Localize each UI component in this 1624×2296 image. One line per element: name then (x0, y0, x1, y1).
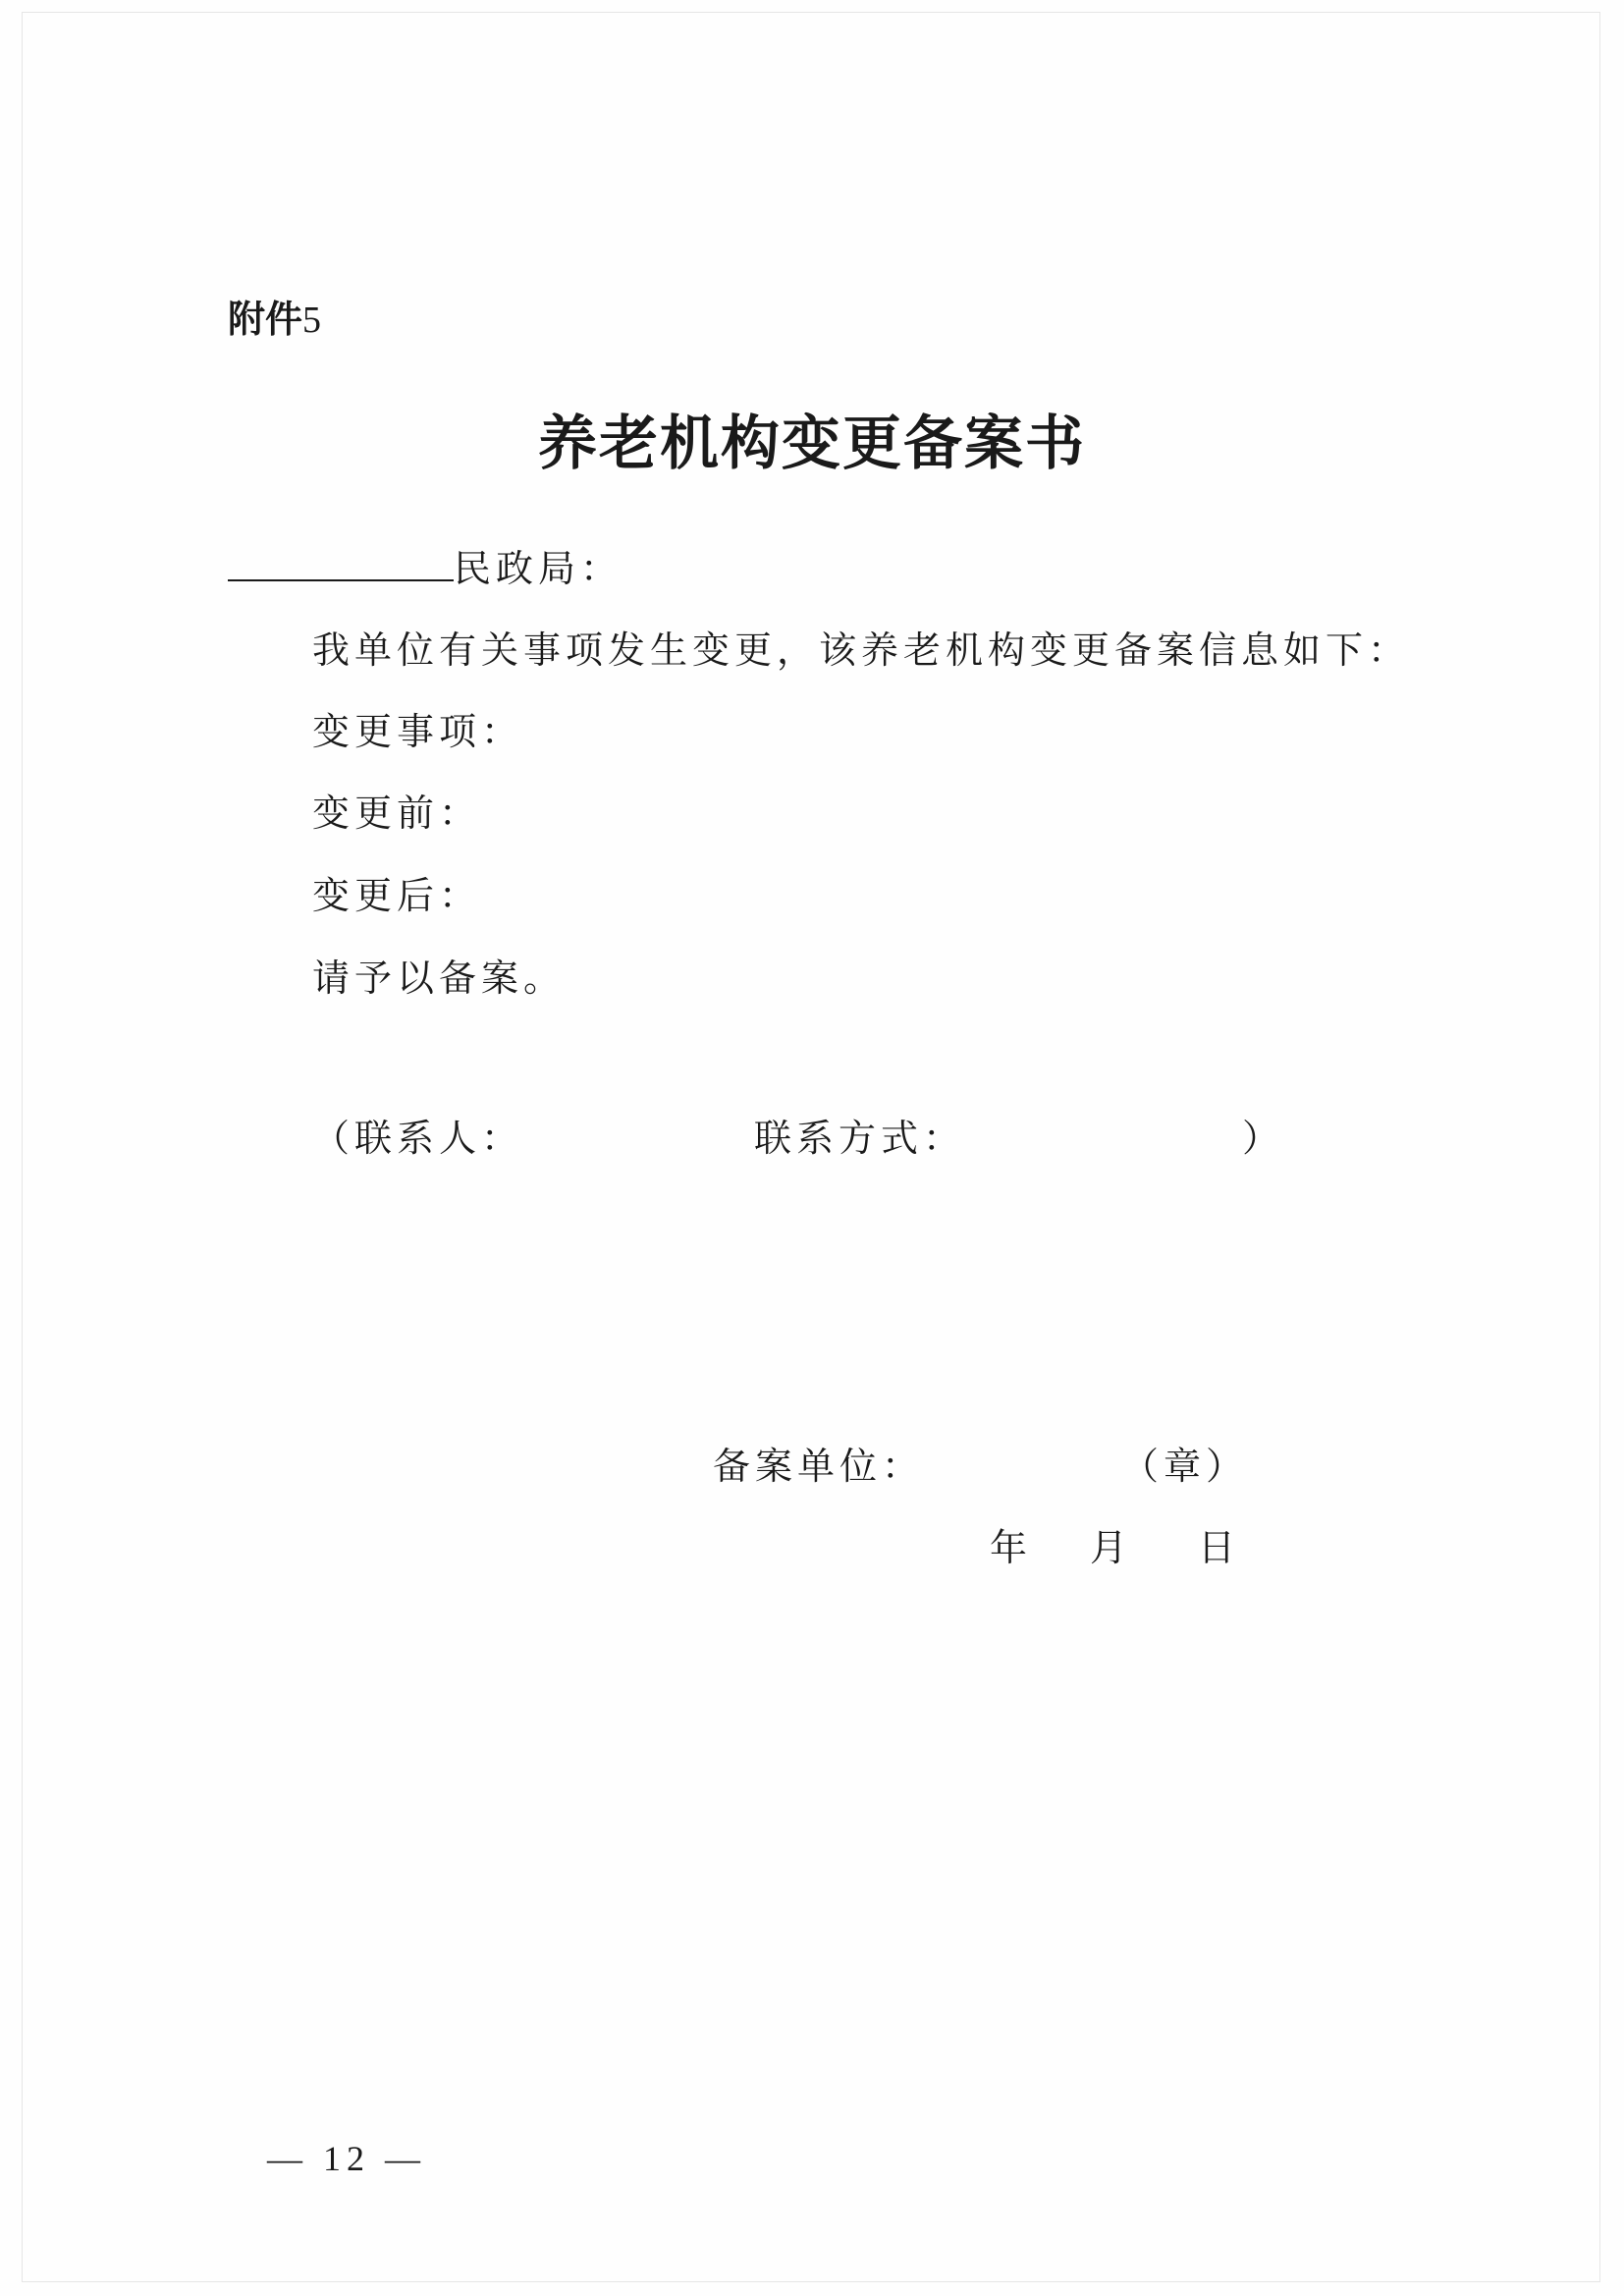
date-month-label: 月 (1090, 1526, 1133, 1569)
filing-unit-label: 备案单位： (713, 1445, 925, 1488)
contact-close-paren: ） (1242, 1117, 1285, 1160)
before-change-label: 变更前： (312, 792, 482, 835)
request-text: 请予以备案。 (312, 957, 567, 1000)
attachment-label (228, 298, 322, 341)
document-title: 养老机构变更备案书 (538, 410, 1086, 478)
after-change-label: 变更后： (312, 874, 482, 917)
addressee-blank[interactable] (228, 550, 454, 581)
page-number: — 12 — (267, 2139, 426, 2178)
seal-label: （章） (1121, 1445, 1249, 1488)
date-year-label: 年 (990, 1526, 1033, 1569)
attachment-number: 5 (302, 300, 322, 341)
change-item-label: 变更事项： (312, 710, 524, 753)
addressee-suffix: 民政局： (454, 547, 623, 590)
contact-method-label: 联系方式： (754, 1117, 966, 1160)
addressee-line (228, 547, 623, 590)
date-day-label: 日 (1198, 1526, 1241, 1569)
contact-person-label: （联系人： (312, 1117, 524, 1160)
intro-paragraph: 我单位有关事项发生变更，该养老机构变更备案信息如下： (312, 629, 1411, 672)
attachment-label-text: 附件 (228, 298, 303, 341)
